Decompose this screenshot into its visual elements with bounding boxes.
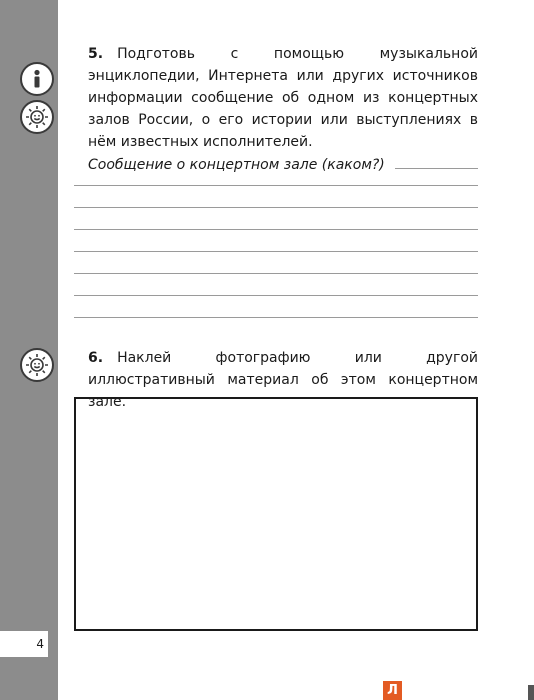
task-5-prompt-row [88, 153, 478, 175]
left-sidebar [0, 0, 58, 700]
task-6-number: 6. [88, 350, 104, 366]
answer-line[interactable] [74, 207, 478, 208]
task-5-text: Подготовь с помощью музыкальной энциклопедии, Интернета или других источников информации сообщение об одном из концертных залов России, о его истории или выступлениях в нём известных исполнителей. [88, 46, 478, 150]
answer-line[interactable] [74, 317, 478, 318]
task-6-text: Наклей фотографию или другой иллюстративный материал об этом концертном зале. [88, 350, 478, 410]
publisher-logo: Л [383, 681, 402, 700]
answer-line[interactable] [74, 295, 478, 296]
task-5 [88, 43, 478, 153]
sun-face-icon [20, 100, 54, 134]
edge-mark [528, 685, 534, 700]
info-icon [20, 62, 54, 96]
answer-line[interactable] [74, 229, 478, 230]
photo-paste-box[interactable] [74, 397, 478, 631]
answer-line[interactable] [74, 251, 478, 252]
task-5-prompt: Сообщение о концертном зале (каком?) [88, 157, 385, 173]
sun-face-icon [20, 348, 54, 382]
answer-line[interactable] [74, 273, 478, 274]
page-number: 4 [0, 631, 48, 657]
answer-line[interactable] [74, 185, 478, 186]
task-5-number: 5. [88, 46, 104, 62]
prompt-answer-line[interactable] [395, 168, 478, 169]
